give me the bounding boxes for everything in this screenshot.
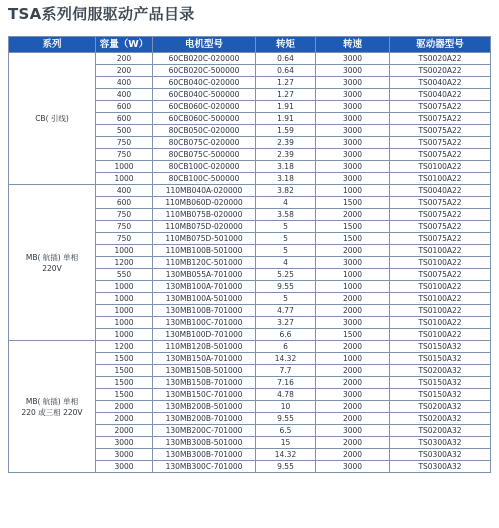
- series-cell: MB( 航插) 单相 220 或三相 220V: [9, 341, 96, 473]
- capacity-cell: 750: [96, 137, 153, 149]
- speed-cell: 3000: [316, 389, 390, 401]
- header-torque: 转矩: [256, 37, 316, 53]
- header-driver-model: 驱动器型号: [390, 37, 491, 53]
- table-row: [9, 341, 491, 353]
- table-body: [9, 53, 491, 473]
- torque-cell: 1.27: [256, 89, 316, 101]
- torque-cell: 6: [256, 341, 316, 353]
- speed-cell: 1500: [316, 221, 390, 233]
- torque-cell: 6.6: [256, 329, 316, 341]
- speed-cell: 3000: [316, 317, 390, 329]
- speed-cell: 3000: [316, 257, 390, 269]
- motor-model-cell: 130MB100D-701000: [153, 329, 256, 341]
- driver-model-cell: TS0100A22: [390, 173, 491, 185]
- speed-cell: 3000: [316, 89, 390, 101]
- speed-cell: 3000: [316, 425, 390, 437]
- capacity-cell: 1500: [96, 365, 153, 377]
- driver-model-cell: TS0075A22: [390, 269, 491, 281]
- capacity-cell: 600: [96, 113, 153, 125]
- driver-model-cell: TS0300A32: [390, 449, 491, 461]
- driver-model-cell: TS0100A22: [390, 161, 491, 173]
- torque-cell: 5: [256, 221, 316, 233]
- motor-model-cell: 60CB040C-500000: [153, 89, 256, 101]
- capacity-cell: 1200: [96, 341, 153, 353]
- driver-model-cell: TS0020A22: [390, 53, 491, 65]
- capacity-cell: 1200: [96, 257, 153, 269]
- motor-model-cell: 130MB150B-501000: [153, 365, 256, 377]
- torque-cell: 3.82: [256, 185, 316, 197]
- motor-model-cell: 110MB100B-501000: [153, 245, 256, 257]
- capacity-cell: 750: [96, 149, 153, 161]
- motor-model-cell: 130MB200C-701000: [153, 425, 256, 437]
- torque-cell: 5: [256, 233, 316, 245]
- capacity-cell: 2000: [96, 413, 153, 425]
- driver-model-cell: TS0075A22: [390, 113, 491, 125]
- driver-model-cell: TS0150A32: [390, 377, 491, 389]
- torque-cell: 3.58: [256, 209, 316, 221]
- motor-model-cell: 130MB200B-701000: [153, 413, 256, 425]
- torque-cell: 5.25: [256, 269, 316, 281]
- driver-model-cell: TS0300A32: [390, 461, 491, 473]
- capacity-cell: 2000: [96, 401, 153, 413]
- speed-cell: 3000: [316, 173, 390, 185]
- speed-cell: 3000: [316, 149, 390, 161]
- capacity-cell: 3000: [96, 461, 153, 473]
- motor-model-cell: 130MB150A-701000: [153, 353, 256, 365]
- driver-model-cell: TS0075A22: [390, 125, 491, 137]
- capacity-cell: 1000: [96, 161, 153, 173]
- motor-model-cell: 130MB150B-701000: [153, 377, 256, 389]
- driver-model-cell: TS0040A22: [390, 77, 491, 89]
- motor-model-cell: 130MB100A-701000: [153, 281, 256, 293]
- speed-cell: 2000: [316, 341, 390, 353]
- motor-model-cell: 80CB100C-020000: [153, 161, 256, 173]
- torque-cell: 1.91: [256, 101, 316, 113]
- torque-cell: 1.59: [256, 125, 316, 137]
- driver-model-cell: TS0150A32: [390, 389, 491, 401]
- torque-cell: 1.91: [256, 113, 316, 125]
- speed-cell: 2000: [316, 245, 390, 257]
- torque-cell: 15: [256, 437, 316, 449]
- capacity-cell: 1000: [96, 281, 153, 293]
- torque-cell: 9.55: [256, 413, 316, 425]
- product-table: [8, 36, 491, 473]
- motor-model-cell: 110MB120C-501000: [153, 257, 256, 269]
- speed-cell: 2000: [316, 305, 390, 317]
- driver-model-cell: TS0040A22: [390, 89, 491, 101]
- speed-cell: 2000: [316, 377, 390, 389]
- motor-model-cell: 130MB055A-701000: [153, 269, 256, 281]
- motor-model-cell: 110MB075B-020000: [153, 209, 256, 221]
- torque-cell: 5: [256, 245, 316, 257]
- header-series: 系列: [9, 37, 96, 53]
- torque-cell: 4: [256, 197, 316, 209]
- driver-model-cell: TS0100A22: [390, 245, 491, 257]
- torque-cell: 3.27: [256, 317, 316, 329]
- driver-model-cell: TS0100A22: [390, 305, 491, 317]
- motor-model-cell: 60CB060C-500000: [153, 113, 256, 125]
- table-row: [9, 185, 491, 197]
- speed-cell: 3000: [316, 53, 390, 65]
- motor-model-cell: 80CB075C-500000: [153, 149, 256, 161]
- speed-cell: 1000: [316, 281, 390, 293]
- capacity-cell: 1000: [96, 245, 153, 257]
- driver-model-cell: TS0040A22: [390, 185, 491, 197]
- capacity-cell: 200: [96, 53, 153, 65]
- speed-cell: 1000: [316, 269, 390, 281]
- driver-model-cell: TS0100A22: [390, 317, 491, 329]
- driver-model-cell: TS0300A32: [390, 437, 491, 449]
- motor-model-cell: 110MB075D-020000: [153, 221, 256, 233]
- driver-model-cell: TS0100A22: [390, 293, 491, 305]
- driver-model-cell: TS0150A32: [390, 353, 491, 365]
- driver-model-cell: TS0075A22: [390, 209, 491, 221]
- header-capacity: 容量（W）: [96, 37, 153, 53]
- capacity-cell: 200: [96, 65, 153, 77]
- speed-cell: 1500: [316, 233, 390, 245]
- motor-model-cell: 60CB040C-020000: [153, 77, 256, 89]
- driver-model-cell: TS0100A22: [390, 257, 491, 269]
- speed-cell: 2000: [316, 401, 390, 413]
- speed-cell: 2000: [316, 449, 390, 461]
- motor-model-cell: 80CB050C-020000: [153, 125, 256, 137]
- torque-cell: 4: [256, 257, 316, 269]
- speed-cell: 3000: [316, 101, 390, 113]
- motor-model-cell: 130MB150C-701000: [153, 389, 256, 401]
- capacity-cell: 1000: [96, 173, 153, 185]
- driver-model-cell: TS0020A22: [390, 65, 491, 77]
- torque-cell: 10: [256, 401, 316, 413]
- driver-model-cell: TS0150A32: [390, 341, 491, 353]
- speed-cell: 1000: [316, 353, 390, 365]
- torque-cell: 3.18: [256, 173, 316, 185]
- motor-model-cell: 110MB040A-020000: [153, 185, 256, 197]
- motor-model-cell: 130MB300B-701000: [153, 449, 256, 461]
- torque-cell: 4.78: [256, 389, 316, 401]
- torque-cell: 5: [256, 293, 316, 305]
- torque-cell: 3.18: [256, 161, 316, 173]
- torque-cell: 7.7: [256, 365, 316, 377]
- motor-model-cell: 130MB100C-701000: [153, 317, 256, 329]
- speed-cell: 3000: [316, 161, 390, 173]
- speed-cell: 3000: [316, 113, 390, 125]
- speed-cell: 2000: [316, 209, 390, 221]
- header-motor-model: 电机型号: [153, 37, 256, 53]
- driver-model-cell: TS0200A32: [390, 425, 491, 437]
- speed-cell: 3000: [316, 125, 390, 137]
- driver-model-cell: TS0200A32: [390, 401, 491, 413]
- motor-model-cell: 80CB075C-020000: [153, 137, 256, 149]
- capacity-cell: 1500: [96, 389, 153, 401]
- capacity-cell: 600: [96, 101, 153, 113]
- driver-model-cell: TS0075A22: [390, 137, 491, 149]
- speed-cell: 2000: [316, 413, 390, 425]
- torque-cell: 14.32: [256, 353, 316, 365]
- driver-model-cell: TS0100A22: [390, 281, 491, 293]
- motor-model-cell: 130MB300B-501000: [153, 437, 256, 449]
- header-row: [9, 37, 491, 53]
- table-row: [9, 53, 491, 65]
- driver-model-cell: TS0200A32: [390, 413, 491, 425]
- motor-model-cell: 130MB100B-701000: [153, 305, 256, 317]
- speed-cell: 3000: [316, 77, 390, 89]
- capacity-cell: 600: [96, 197, 153, 209]
- motor-model-cell: 130MB200B-501000: [153, 401, 256, 413]
- motor-model-cell: 110MB120B-501000: [153, 341, 256, 353]
- torque-cell: 4.77: [256, 305, 316, 317]
- driver-model-cell: TS0100A22: [390, 329, 491, 341]
- capacity-cell: 400: [96, 185, 153, 197]
- torque-cell: 2.39: [256, 149, 316, 161]
- torque-cell: 7.16: [256, 377, 316, 389]
- capacity-cell: 1000: [96, 305, 153, 317]
- motor-model-cell: 130MB100A-501000: [153, 293, 256, 305]
- speed-cell: 2000: [316, 365, 390, 377]
- speed-cell: 1000: [316, 185, 390, 197]
- torque-cell: 6.5: [256, 425, 316, 437]
- motor-model-cell: 60CB020C-020000: [153, 53, 256, 65]
- capacity-cell: 750: [96, 221, 153, 233]
- capacity-cell: 2000: [96, 425, 153, 437]
- motor-model-cell: 130MB300C-701000: [153, 461, 256, 473]
- torque-cell: 14.32: [256, 449, 316, 461]
- motor-model-cell: 110MB075D-501000: [153, 233, 256, 245]
- capacity-cell: 1500: [96, 377, 153, 389]
- capacity-cell: 400: [96, 77, 153, 89]
- capacity-cell: 3000: [96, 449, 153, 461]
- driver-model-cell: TS0075A22: [390, 197, 491, 209]
- motor-model-cell: 80CB100C-500000: [153, 173, 256, 185]
- capacity-cell: 3000: [96, 437, 153, 449]
- capacity-cell: 1000: [96, 317, 153, 329]
- driver-model-cell: TS0200A32: [390, 365, 491, 377]
- torque-cell: 1.27: [256, 77, 316, 89]
- header-speed: 转速: [316, 37, 390, 53]
- series-cell: CB( 引线): [9, 53, 96, 185]
- speed-cell: 3000: [316, 65, 390, 77]
- driver-model-cell: TS0075A22: [390, 149, 491, 161]
- series-cell: MB( 航插) 单相 220V: [9, 185, 96, 341]
- speed-cell: 1500: [316, 329, 390, 341]
- capacity-cell: 500: [96, 125, 153, 137]
- page-title: TSA系列伺服驱动产品目录: [8, 5, 195, 23]
- capacity-cell: 750: [96, 209, 153, 221]
- capacity-cell: 1000: [96, 329, 153, 341]
- driver-model-cell: TS0075A22: [390, 233, 491, 245]
- speed-cell: 3000: [316, 461, 390, 473]
- motor-model-cell: 110MB060D-020000: [153, 197, 256, 209]
- speed-cell: 2000: [316, 293, 390, 305]
- motor-model-cell: 60CB020C-500000: [153, 65, 256, 77]
- torque-cell: 9.55: [256, 281, 316, 293]
- driver-model-cell: TS0075A22: [390, 101, 491, 113]
- capacity-cell: 400: [96, 89, 153, 101]
- capacity-cell: 750: [96, 233, 153, 245]
- driver-model-cell: TS0075A22: [390, 221, 491, 233]
- torque-cell: 0.64: [256, 53, 316, 65]
- capacity-cell: 1000: [96, 293, 153, 305]
- torque-cell: 0.64: [256, 65, 316, 77]
- speed-cell: 1500: [316, 197, 390, 209]
- capacity-cell: 1500: [96, 353, 153, 365]
- torque-cell: 2.39: [256, 137, 316, 149]
- torque-cell: 9.55: [256, 461, 316, 473]
- speed-cell: 2000: [316, 437, 390, 449]
- speed-cell: 3000: [316, 137, 390, 149]
- capacity-cell: 550: [96, 269, 153, 281]
- motor-model-cell: 60CB060C-020000: [153, 101, 256, 113]
